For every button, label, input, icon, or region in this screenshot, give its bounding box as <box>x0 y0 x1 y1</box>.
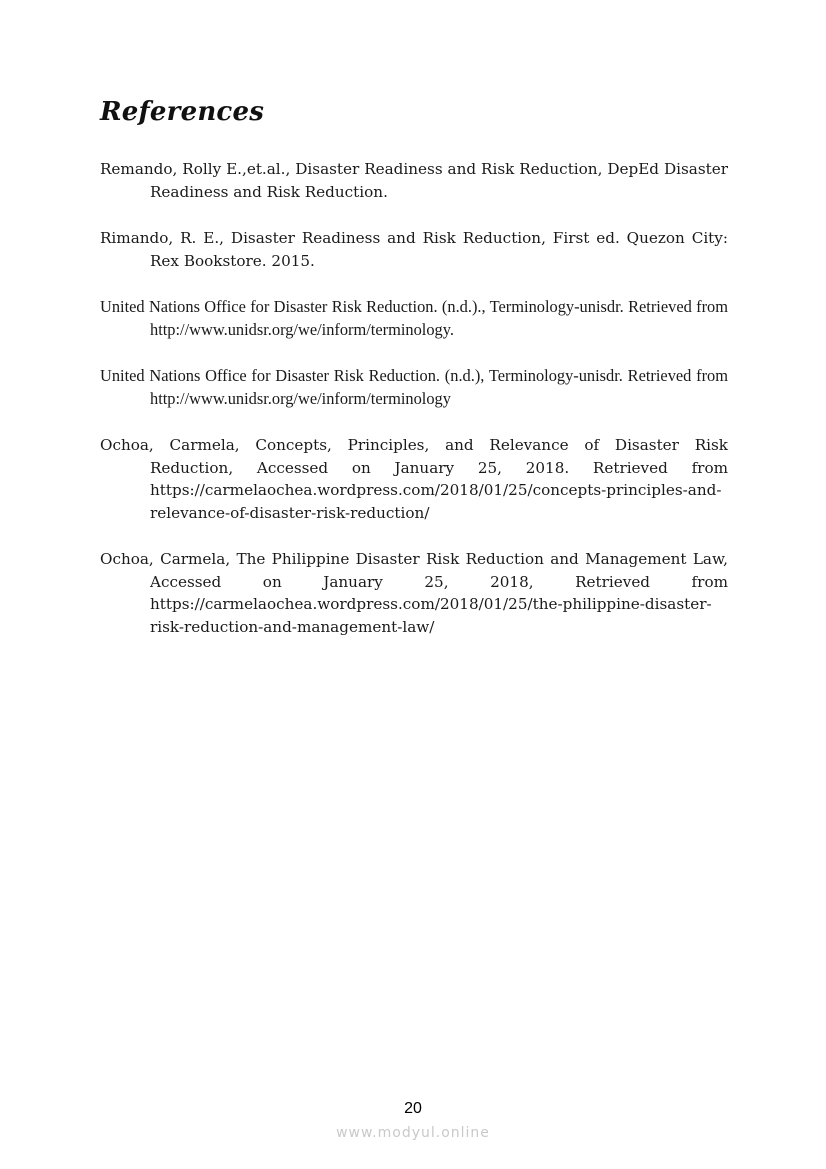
watermark: www.modyul.online <box>336 1125 490 1141</box>
reference-item: United Nations Office for Disaster Risk Reduction. (n.d.), Terminology-unisdr. Retrieved from http://www.unidsr.org/we/inform/terminology <box>100 366 728 408</box>
reference-item: Rimando, R. E., Disaster Readiness and Risk Reduction, First ed. Quezon City: Rex Bookstore. 2015. <box>100 229 728 270</box>
reference-item: Ochoa, Carmela, The Philippine Disaster Risk Reduction and Management Law, Accessed on January 25, 2018, Retrieved from https://carmelaochea.wordpress.com/2018/01/25/the-philippine-disaster-risk-reduction-and-management-law/ <box>100 550 728 636</box>
page-number: 20 <box>404 1100 422 1117</box>
page-title: References <box>100 97 265 127</box>
reference-item: United Nations Office for Disaster Risk Reduction. (n.d.)., Terminology-unisdr. Retrieved from http://www.unidsr.org/we/inform/terminology. <box>100 297 728 339</box>
reference-list <box>100 158 728 662</box>
reference-item: Ochoa, Carmela, Concepts, Principles, and Relevance of Disaster Risk Reduction, Accessed on January 25, 2018. Retrieved from https://carmelaochea.wordpress.com/2018/01/25/concepts-principles-and-relevance-of-disaster-risk-reduction/ <box>100 436 728 522</box>
reference-item: Remando, Rolly E.,et.al., Disaster Readiness and Risk Reduction, DepEd Disaster Readiness and Risk Reduction. <box>100 160 728 201</box>
